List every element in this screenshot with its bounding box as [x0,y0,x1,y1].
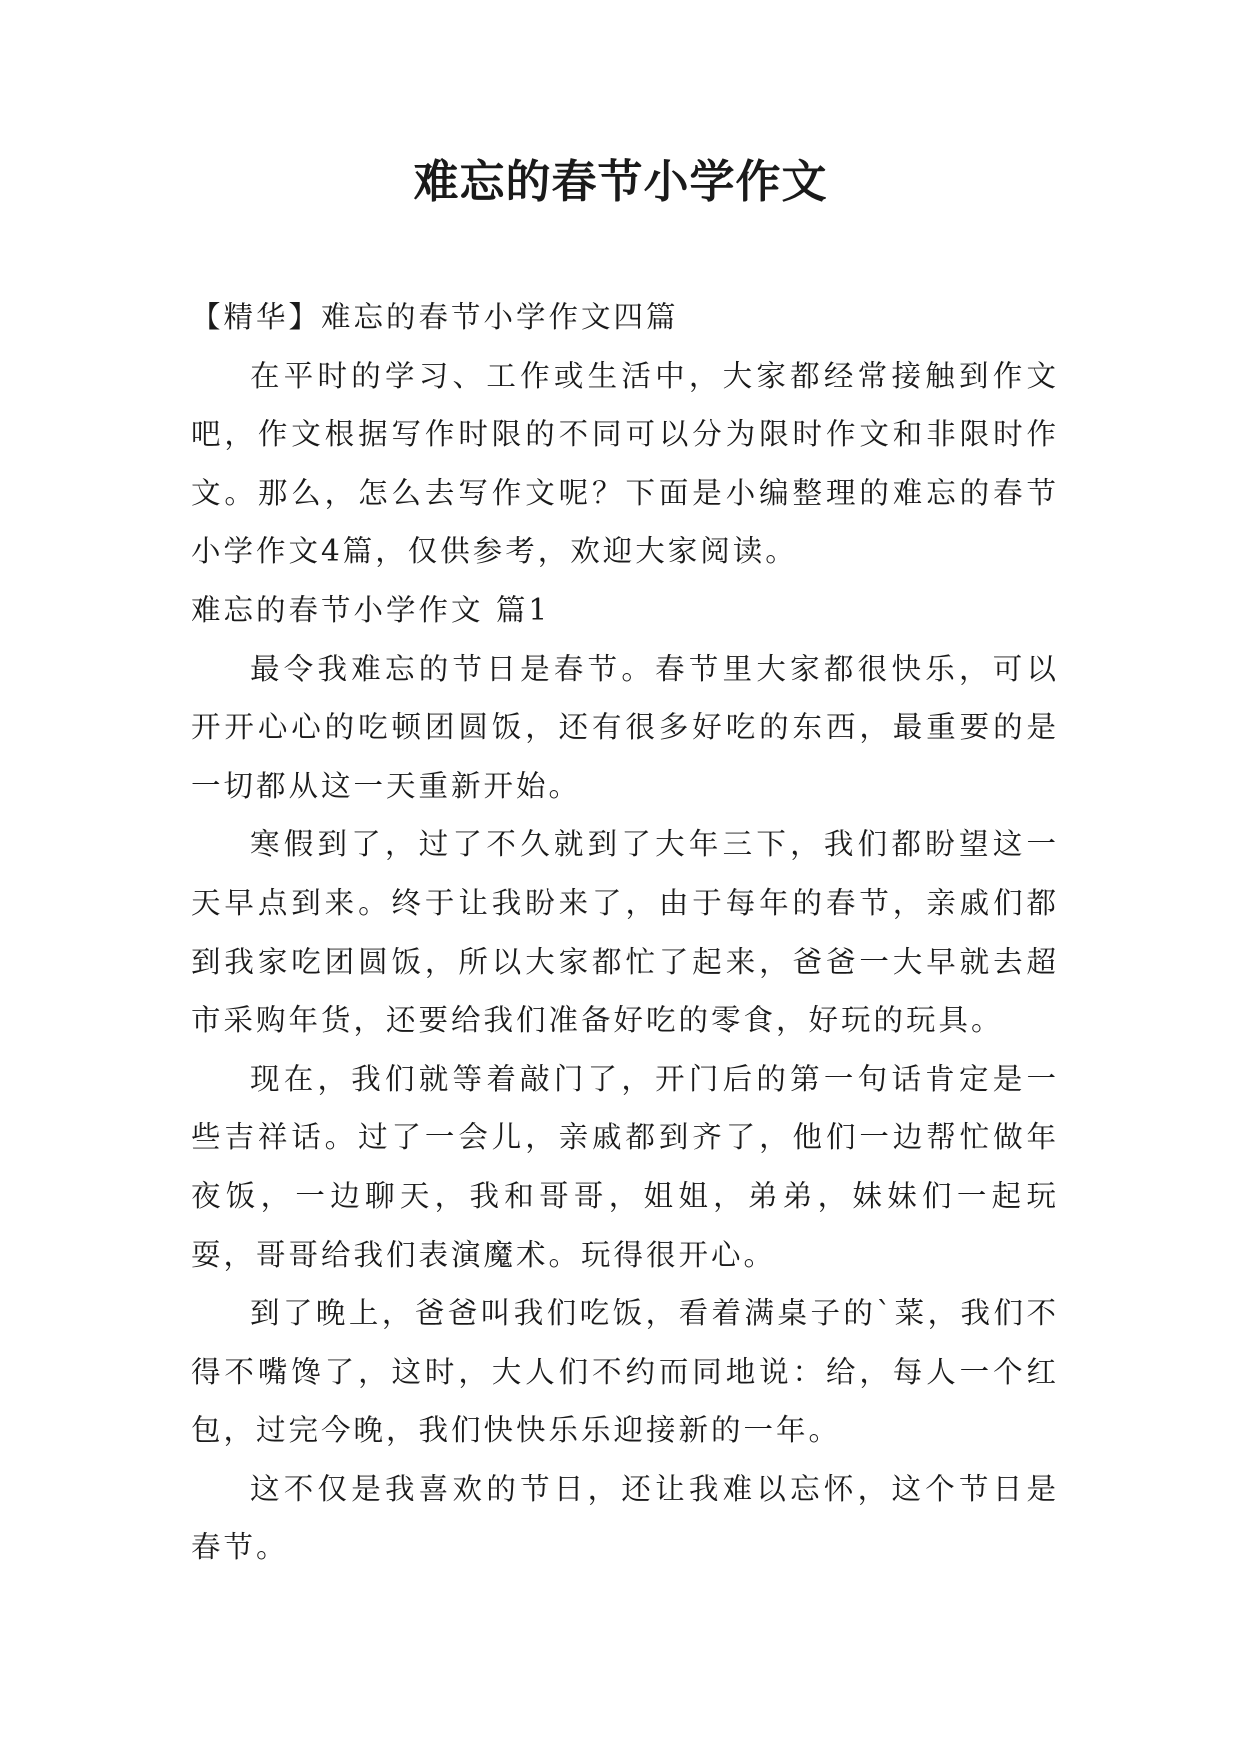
document-body [191,288,1059,1577]
intro-paragraph: 在平时的学习、工作或生活中，大家都经常接触到作文吧，作文根据写作时限的不同可以分为限时作文和非限时作文。那么，怎么去写作文呢？下面是小编整理的难忘的春节小学作文4篇，仅供参考，欢迎大家阅读。 [191,358,1059,569]
document-title: 难忘的春节小学作文 [413,155,828,208]
body-paragraph: 现在，我们就等着敲门了，开门后的第一句话肯定是一些吉祥话。过了一会儿，亲戚都到齐了，他们一边帮忙做年夜饭，一边聊天，我和哥哥，姐姐，弟弟，妹妹们一起玩耍，哥哥给我们表演魔术。玩得很开心。 [191,1061,1059,1272]
body-paragraph: 最令我难忘的节日是春节。春节里大家都很快乐，可以开开心心的吃顿团圆饭，还有很多好吃的东西，最重要的是一切都从这一天重新开始。 [191,651,1059,803]
subtitle-line: 【精华】难忘的春节小学作文四篇 [191,300,679,334]
body-paragraph: 寒假到了，过了不久就到了大年三下，我们都盼望这一天早点到来。终于让我盼来了，由于每年的春节，亲戚们都到我家吃团圆饭，所以大家都忙了起来，爸爸一大早就去超市采购年货，还要给我们准备好吃的零食，好玩的玩具。 [191,827,1059,1038]
body-paragraph: 这不仅是我喜欢的节日，还让我难以忘怀，这个节日是春节。 [191,1471,1059,1565]
section-heading: 难忘的春节小学作文 篇1 [191,592,551,627]
body-paragraph: 到了晚上，爸爸叫我们吃饭，看着满桌子的`菜，我们不得不嘴馋了，这时，大人们不约而同地说：给，每人一个红包，过完今晚，我们快快乐乐迎接新的一年。 [191,1296,1059,1448]
